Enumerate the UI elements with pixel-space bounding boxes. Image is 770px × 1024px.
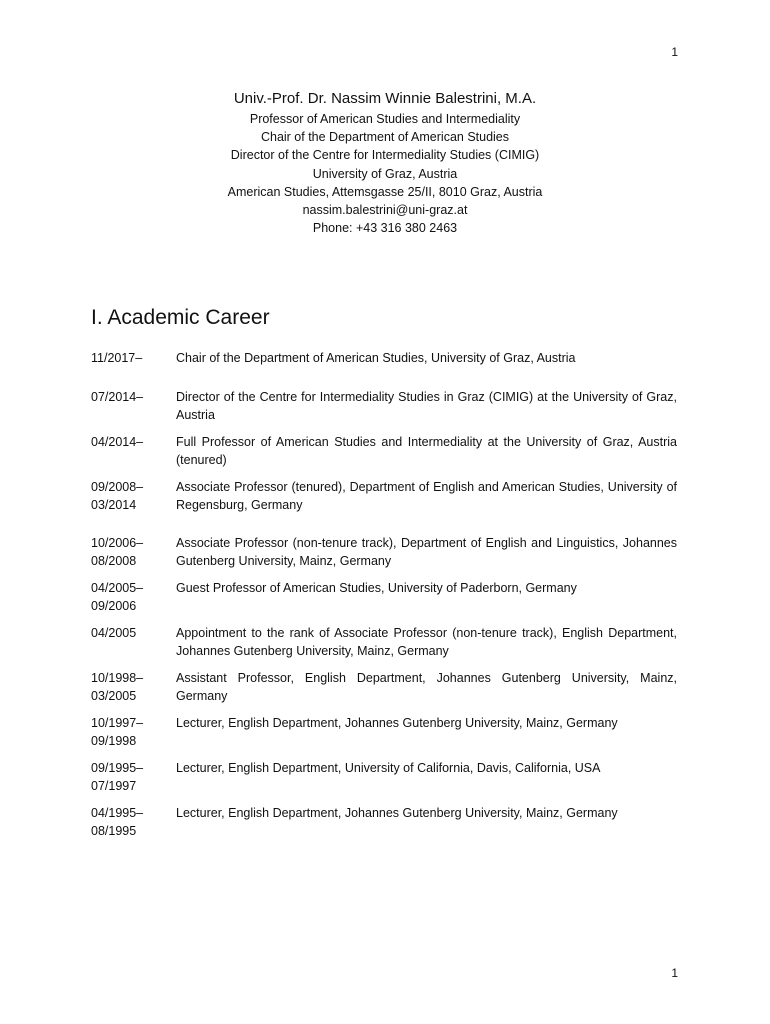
career-description: Associate Professor (tenured), Department of English and American Studies, University of Regensburg, Germany (176, 480, 677, 512)
cv-header (0, 89, 770, 237)
header-address-line: American Studies, Attemsgasse 25/II, 8010 Graz, Austria (227, 184, 543, 199)
career-description: Associate Professor (non-tenure track), Department of English and Linguistics, Johannes Gutenberg University, Mainz, Germany (176, 536, 677, 568)
career-description: Director of the Centre for Intermediality Studies in Graz (CIMIG) at the University of Graz, Austria (176, 390, 677, 422)
career-date: 10/1998– 03/2005 (91, 671, 144, 703)
career-description: Lecturer, English Department, Johannes Gutenberg University, Mainz, Germany (176, 806, 618, 820)
career-description: Lecturer, English Department, University of California, Davis, California, USA (176, 761, 601, 775)
career-entry (91, 433, 677, 469)
career-date: 04/2014– (91, 435, 144, 449)
career-description: Assistant Professor, English Department, Johannes Gutenberg University, Mainz, Germany (176, 671, 677, 703)
career-entry (91, 714, 677, 750)
header-position-line: Chair of the Department of American Studies (260, 130, 510, 145)
career-description: Lecturer, English Department, Johannes Gutenberg University, Mainz, Germany (176, 716, 618, 730)
career-entry (91, 624, 677, 660)
header-director-line: Director of the Centre for Intermediality Studies (CIMIG) (230, 148, 540, 163)
career-entry (91, 759, 677, 795)
person-name: Univ.-Prof. Dr. Nassim Winnie Balestrini, M.A. (233, 90, 537, 107)
career-date: 04/2005– 09/2006 (91, 581, 144, 613)
header-title-line: Professor of American Studies and Intermediality (249, 112, 521, 126)
career-entry (91, 804, 677, 840)
career-description: Chair of the Department of American Studies, University of Graz, Austria (176, 351, 576, 365)
career-description: Guest Professor of American Studies, University of Paderborn, Germany (176, 581, 577, 595)
career-description: Appointment to the rank of Associate Professor (non-tenure track), English Department, Johannes Gutenberg University, Mainz, Germany (176, 626, 677, 658)
header-university-line: University of Graz, Austria (312, 166, 458, 181)
career-list (91, 349, 677, 840)
header-phone-line: Phone: +43 316 380 2463 (312, 221, 458, 236)
header-email-line: nassim.balestrini@uni-graz.at (302, 203, 468, 218)
career-entry (91, 349, 677, 367)
page-number-bottom: 1 (671, 966, 678, 980)
career-date: 09/2008– 03/2014 (91, 480, 144, 512)
section-title: I. Academic Career (91, 306, 270, 329)
career-date: 09/1995– 07/1997 (91, 761, 144, 793)
career-description: Full Professor of American Studies and Intermediality at the University of Graz, Austria (tenured) (176, 435, 677, 467)
career-date: 07/2014– (91, 390, 144, 404)
career-entry (91, 478, 677, 514)
page-number-top: 1 (671, 45, 678, 59)
career-entry (91, 579, 677, 615)
career-entry (91, 534, 677, 570)
career-date: 04/1995– 08/1995 (91, 806, 144, 838)
career-date: 10/2006– 08/2008 (91, 536, 144, 568)
career-entry (91, 669, 677, 705)
career-date: 04/2005 (91, 626, 137, 640)
career-date: 11/2017– (91, 351, 143, 365)
career-date: 10/1997– 09/1998 (91, 716, 144, 748)
career-entry (91, 388, 677, 424)
